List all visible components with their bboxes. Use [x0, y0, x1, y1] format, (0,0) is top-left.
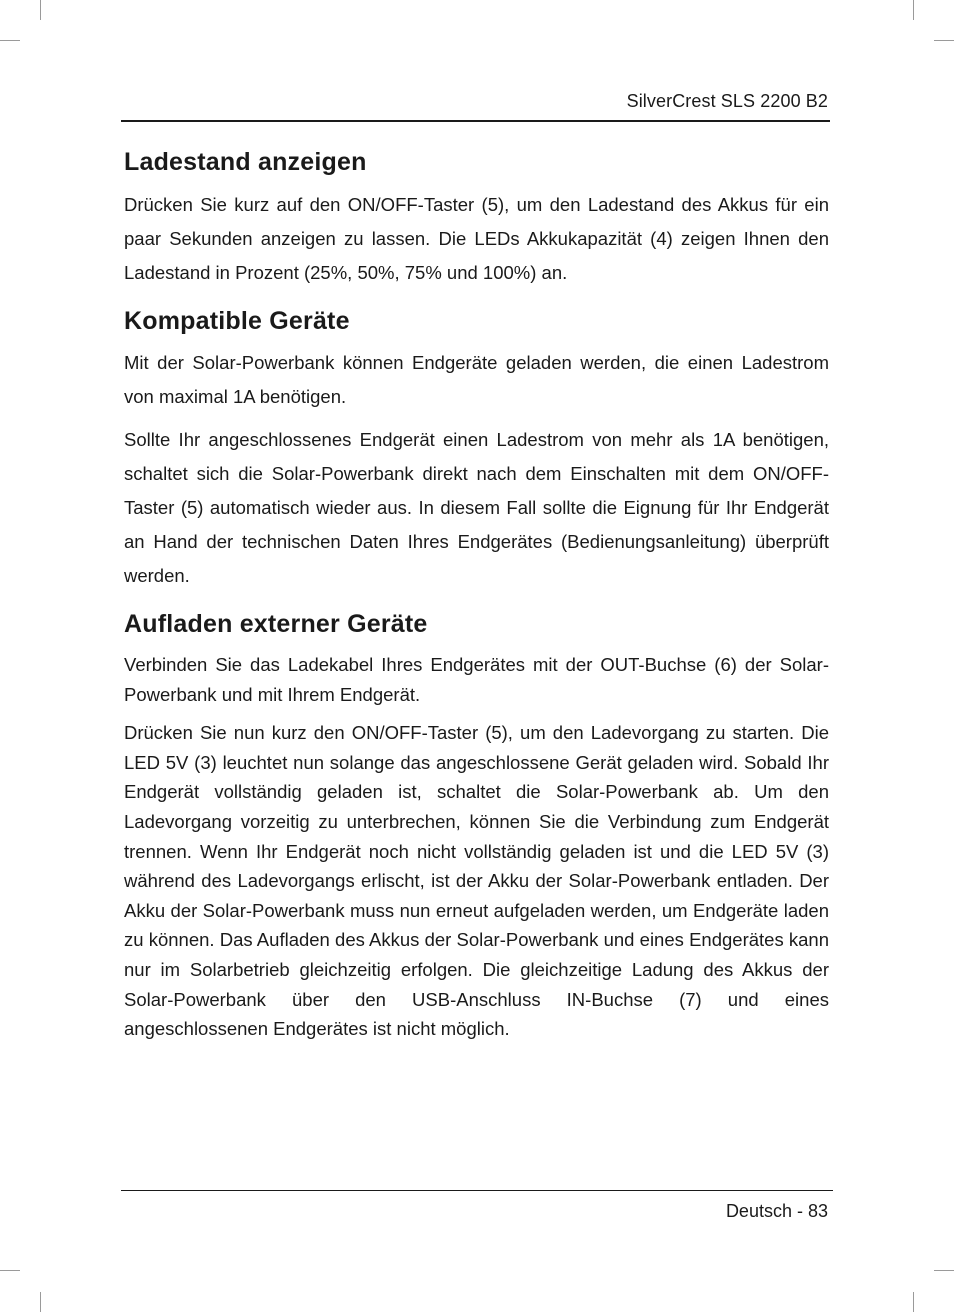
crop-mark-bottom-left-horizontal	[0, 1270, 20, 1271]
section-ladestand	[124, 140, 829, 290]
page-content	[124, 140, 829, 1044]
section-heading: Kompatible Geräte	[124, 307, 350, 335]
crop-mark-top-left-vertical	[40, 0, 41, 20]
crop-mark-bottom-left-vertical	[40, 1292, 41, 1312]
running-header: SilverCrest SLS 2200 B2	[626, 91, 828, 111]
page-number: Deutsch - 83	[725, 1201, 828, 1221]
paragraph: Drücken Sie nun kurz den ON/OFF-Taster (5), um den Ladevorgang zu starten. Die LED 5V (3) leuchtet nun solange das angeschlossene Gerät geladen wird. Sobald Ihr Endgerät vollständig geladen ist, schaltet die Solar-Powerbank ab. Um den Ladevorgang vorzeitig zu unterbrechen, können Sie die Verbindung zum Endgerät trennen. Wenn Ihr Endgerät noch nicht vollständig geladen ist und die LED 5V (3) während des Ladevorgangs erlischt, ist der Akku der Solar-Powerbank entladen. Der Akku der Solar-Powerbank muss nun erneut aufgeladen werden, um Endgeräte laden zu können. Das Aufladen des Akkus der Solar-Powerbank und eines Endgerätes kann nur im Solarbetrieb gleichzeitig erfolgen. Die gleichzeitige Ladung des Akkus der Solar-Powerbank über den USB-Anschluss IN-Buchse (7) und eines angeschlossenen Endgerätes ist nicht möglich.	[124, 722, 829, 1040]
section-aufladen-externer-geraete	[124, 602, 829, 1044]
paragraph: Mit der Solar-Powerbank können Endgeräte geladen werden, die einen Ladestrom von maximal 1A benötigen.	[124, 352, 829, 407]
section-heading: Aufladen externer Geräte	[124, 610, 428, 638]
paragraph: Drücken Sie kurz auf den ON/OFF-Taster (5), um den Ladestand des Akkus für ein paar Sekunden anzeigen zu lassen. Die LEDs Akkukapazität (4) zeigen Ihnen den Ladestand in Prozent (25%, 50%, 75% und 100%) an.	[124, 194, 829, 283]
header-rule	[121, 120, 830, 122]
crop-mark-bottom-right-horizontal	[934, 1270, 954, 1271]
section-kompatible-geraete	[124, 299, 829, 593]
crop-mark-top-right-vertical	[913, 0, 914, 20]
crop-mark-bottom-right-vertical	[913, 1292, 914, 1312]
crop-mark-top-right-horizontal	[934, 40, 954, 41]
footer-rule	[121, 1190, 833, 1191]
paragraph: Sollte Ihr angeschlossenes Endgerät einen Ladestrom von mehr als 1A benötigen, schaltet sich die Solar-Powerbank direkt nach dem Einschalten mit dem ON/OFF-Taster (5) automatisch wieder aus. In diesem Fall sollte die Eignung für Ihr Endgerät an Hand der technischen Daten Ihres Endgerätes (Bedienungsanleitung) überprüft werden.	[124, 429, 829, 586]
paragraph: Verbinden Sie das Ladekabel Ihres Endgerätes mit der OUT-Buchse (6) der Solar-Powerbank und mit Ihrem Endgerät.	[124, 654, 829, 705]
crop-mark-top-left-horizontal	[0, 40, 20, 41]
section-heading: Ladestand anzeigen	[124, 148, 367, 176]
